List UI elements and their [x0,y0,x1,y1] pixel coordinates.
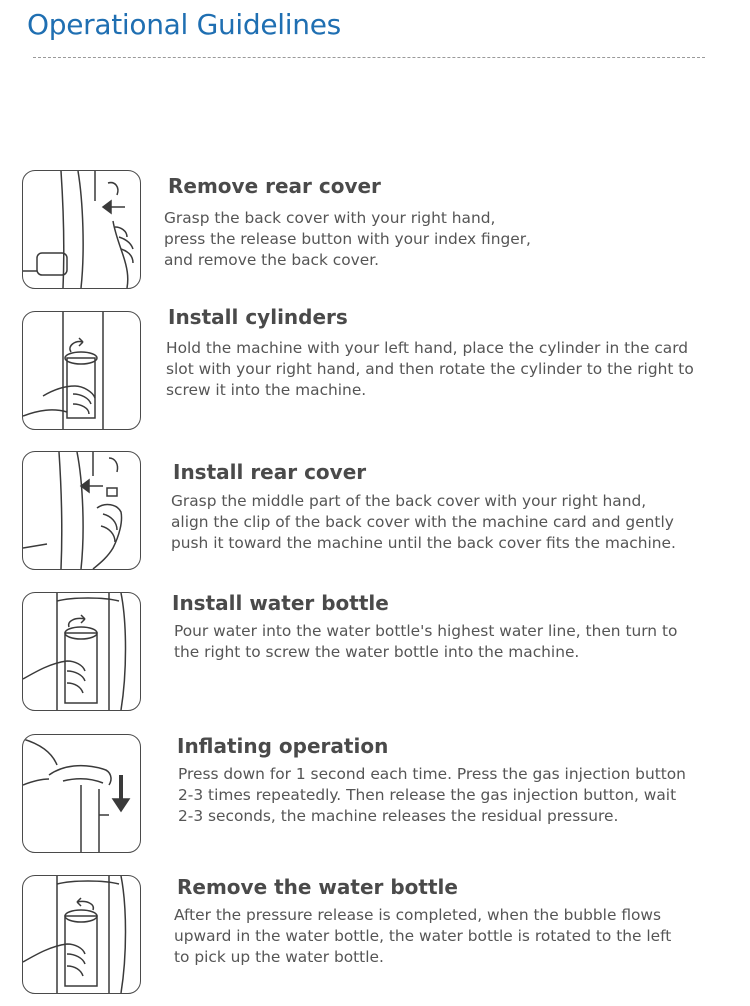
step-3-illustration [22,451,141,570]
step-3-line-1: Grasp the middle part of the back cover with your right hand, [171,492,647,510]
step-1-line-3: and remove the back cover. [164,251,380,269]
press-down-icon [23,735,140,852]
step-3-description [171,491,676,554]
step-6-line-1: After the pressure release is completed, when the bubble flows [174,906,662,924]
step-5-line-2: 2-3 times repeatedly. Then release the gas injection button, wait [178,786,677,804]
step-3-line-2: align the clip of the back cover with the machine card and gently [171,513,674,531]
step-1-line-2: press the release button with your index finger, [164,230,531,248]
step-3-line-3: push it toward the machine until the back cover fits the machine. [171,534,676,552]
step-1-line-1: Grasp the back cover with your right hand, [164,209,496,227]
step-6-description [174,905,671,968]
install-rear-cover-icon [23,452,140,569]
step-1-title: Remove rear cover [168,174,381,198]
step-3-title: Install rear cover [173,460,367,484]
step-2-illustration [22,311,141,430]
step-5-title: Inflating operation [177,734,389,758]
step-2-line-3: screw it into the machine. [166,381,367,399]
step-2-title: Install cylinders [168,305,348,329]
step-4-illustration [22,592,141,711]
step-1-description [164,208,531,271]
step-5-description [178,764,686,827]
step-6-line-3: to pick up the water bottle. [174,948,384,966]
step-4-title: Install water bottle [172,591,389,615]
step-5-line-1: Press down for 1 second each time. Press the gas injection button [178,765,686,783]
install-water-bottle-icon [23,593,140,710]
step-4-line-1: Pour water into the water bottle's highest water line, then turn to [174,622,678,640]
step-5-illustration [22,734,141,853]
page-title: Operational Guidelines [27,8,341,41]
step-6-line-2: upward in the water bottle, the water bottle is rotated to the left [174,927,672,945]
step-4-line-2: the right to screw the water bottle into the machine. [174,643,580,661]
step-6-title: Remove the water bottle [177,875,458,899]
step-6-illustration [22,875,141,994]
step-5-line-3: 2-3 seconds, the machine releases the residual pressure. [178,807,619,825]
step-4-description [174,621,677,663]
step-1-illustration [22,170,141,289]
install-cylinder-icon [23,312,140,429]
step-2-line-2: slot with your right hand, and then rotate the cylinder to the right to [166,360,694,378]
remove-water-bottle-icon [23,876,140,993]
remove-rear-cover-icon [23,171,140,288]
title-divider [33,57,705,58]
step-2-line-1: Hold the machine with your left hand, place the cylinder in the card [166,339,689,357]
step-2-description [166,338,694,401]
